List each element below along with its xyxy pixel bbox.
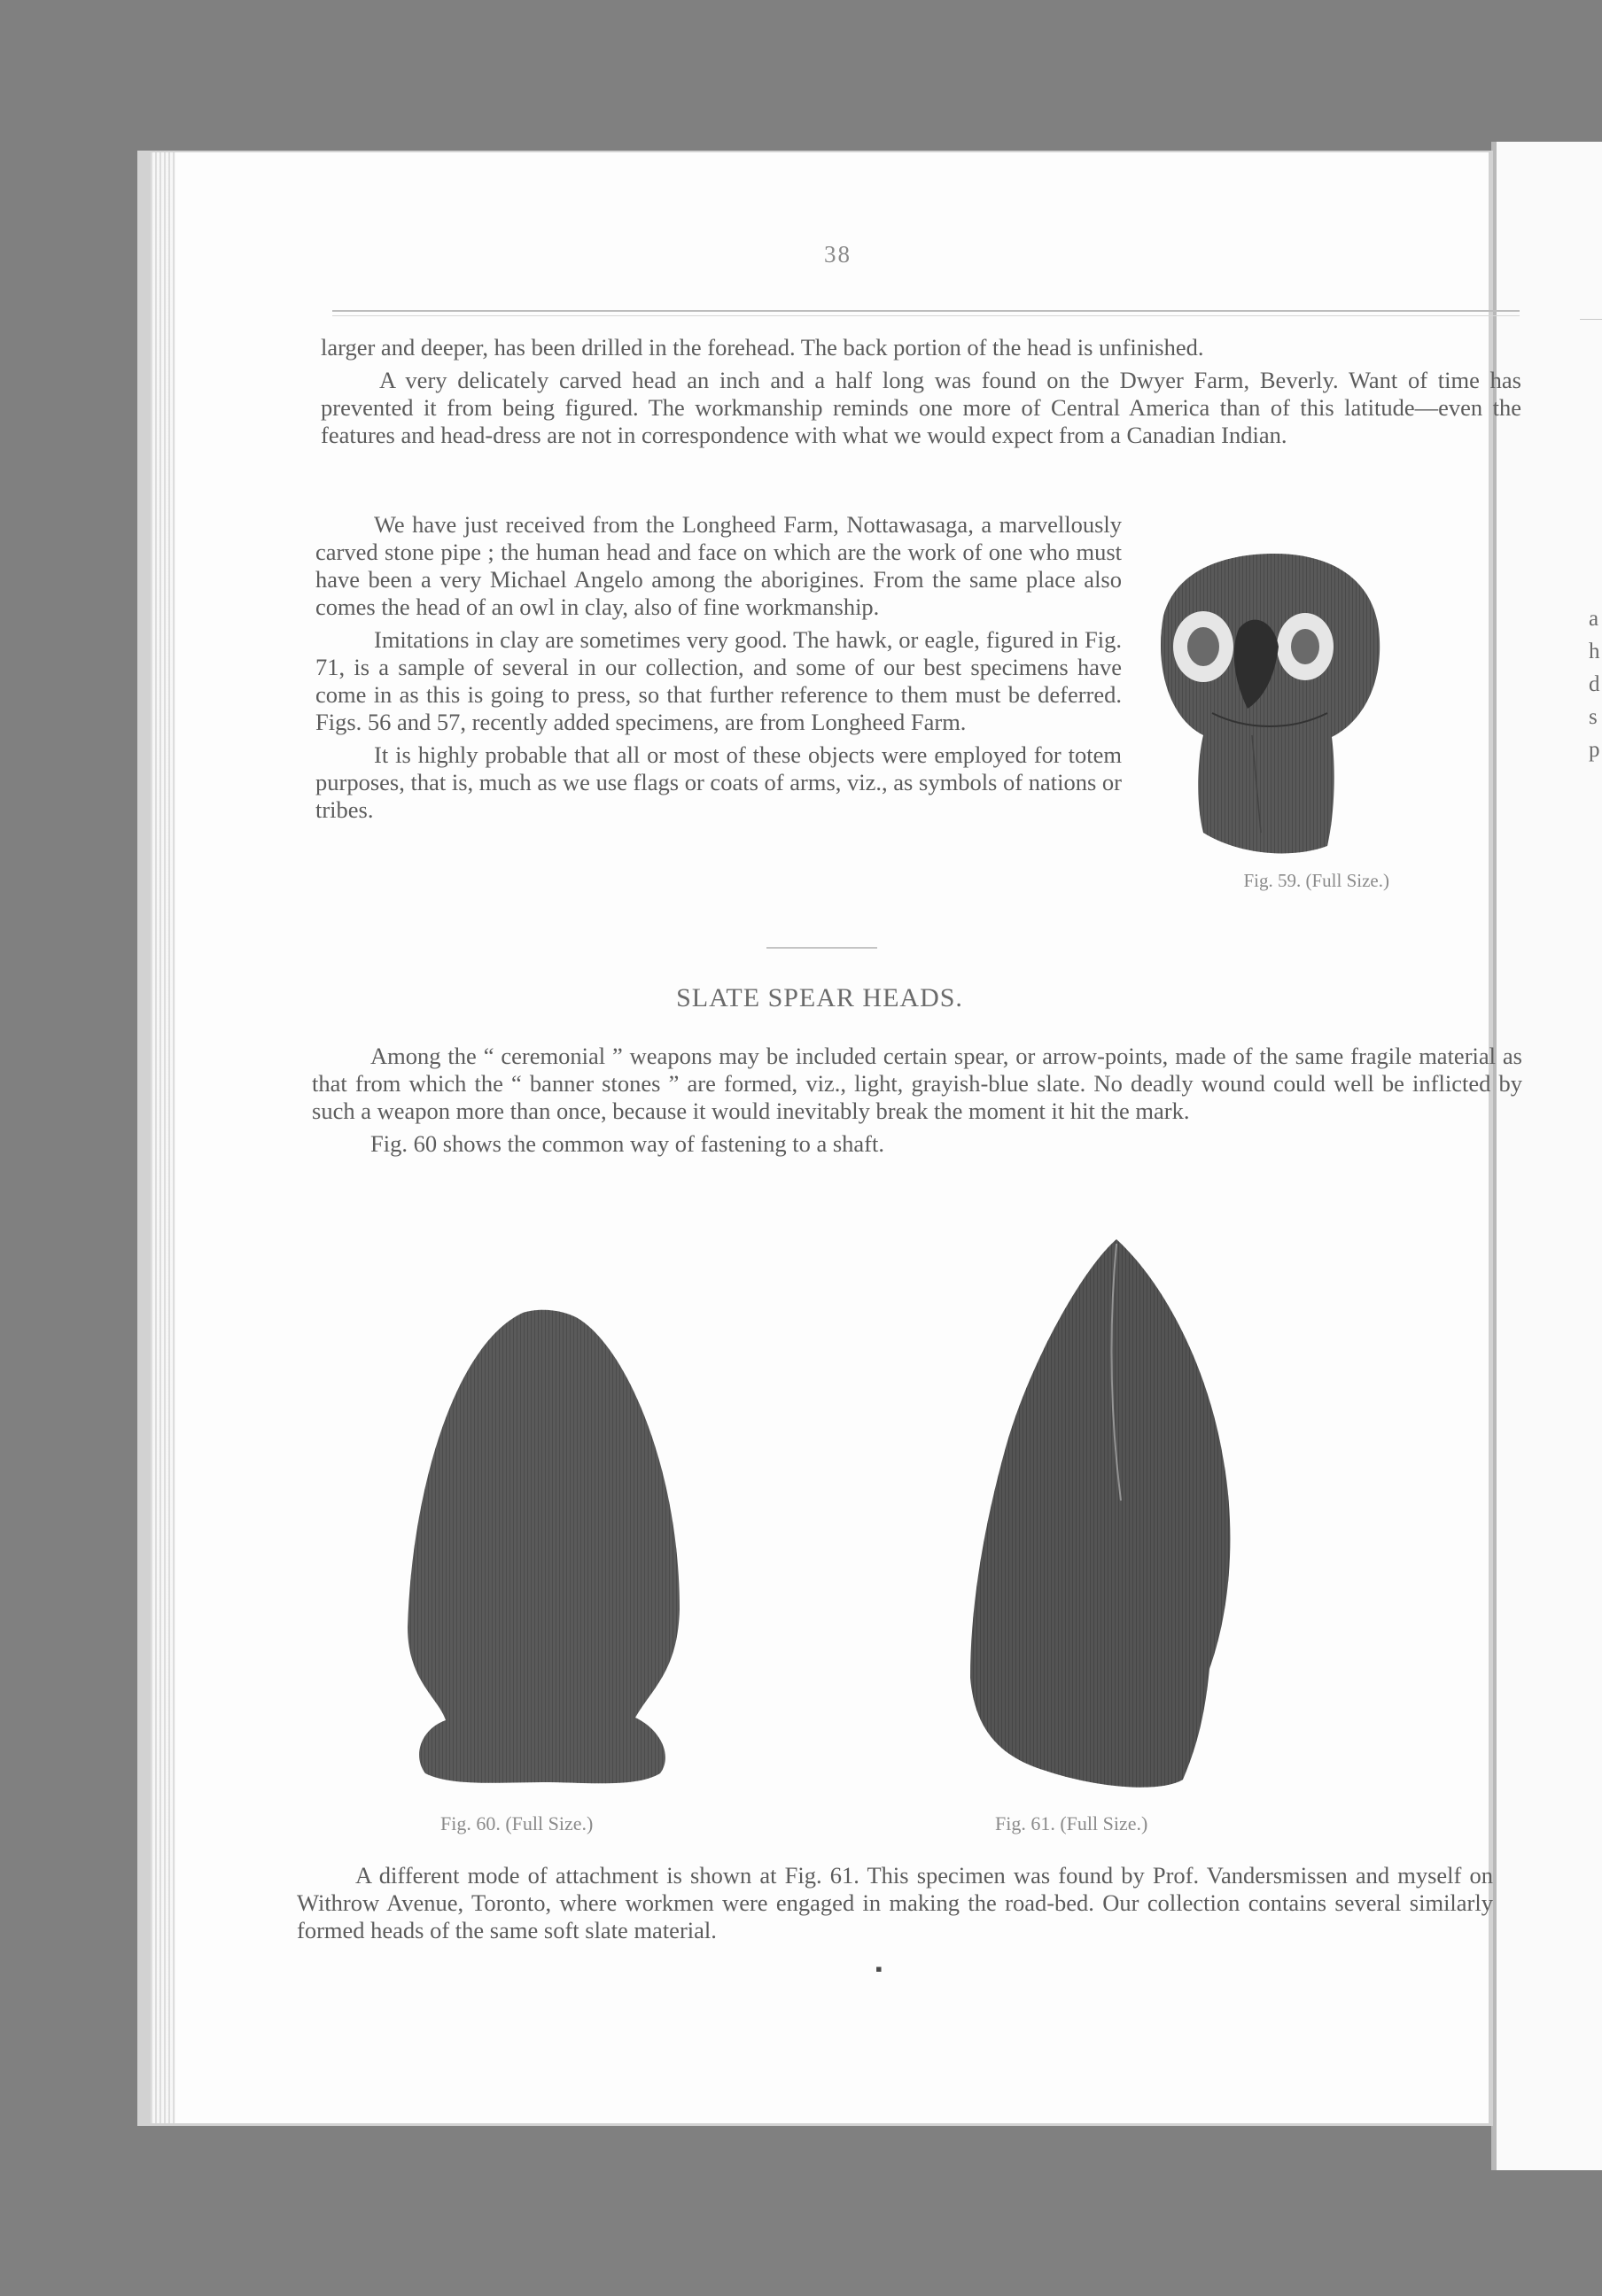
section-divider [766, 947, 877, 949]
facing-page-rule [1580, 319, 1602, 320]
page-edges [151, 152, 175, 2123]
paragraph: We have just received from the Longheed Farm, Nottawasaga, a marvellously carved stone pipe ; the human head and face on which are the work of one who must have been a very Michael Angelo among the aborigines. From the same place also comes the head of an owl in clay, also of fine workmanship. [315, 511, 1122, 620]
paragraph: Imitations in clay are sometimes very good. The hawk, or eagle, figured in Fig. 71, is a sample of several in our collection, and some of our best specimens have come in as this is going to press, so that further reference to them must be deferred. Figs. 56 and 57, recently added specimens, are from Longheed Farm. [315, 626, 1122, 735]
facing-page-text: a h d s p [1589, 607, 1600, 762]
ink-mark: ▪ [875, 1958, 883, 1980]
paragraph: larger and deeper, has been drilled in the forehead. The back portion of the head is unfinished. [321, 334, 1204, 361]
header-rule-thin [332, 315, 1520, 316]
paragraph: Fig. 60 shows the common way of fastening to a shaft. [370, 1130, 884, 1157]
bottom-text [297, 1862, 1493, 1944]
top-text [321, 334, 1521, 449]
text-beside-figure [315, 511, 1122, 824]
paragraph: It is highly probable that all or most of these objects were employed for totem purposes, that is, much as we use flags or coats of arms, viz., as symbols of nations or tribes. [315, 741, 1122, 823]
section-title: SLATE SPEAR HEADS. [676, 983, 963, 1012]
paragraph: A different mode of attachment is shown at Fig. 61. This specimen was found by Prof. Vandersmissen and myself on Withrow Avenue, Toronto, where workmen were engaged in making the road-bed. Our collection contains several similarly formed heads of the same soft slate material. [297, 1862, 1493, 1943]
fig59-caption: Fig. 59. (Full Size.) [1243, 870, 1389, 891]
paragraph: Among the “ ceremonial ” weapons may be included certain spear, or arrow-points, made of the same fragile material as that from which the “ banner stones ” are formed, viz., light, grayish-blue slate. No deadly wound could well be inflicted by such a weapon more than once, because it would inevitably break the moment it hit the mark. [312, 1043, 1522, 1124]
fig61-spearhead-illustration [966, 1235, 1240, 1793]
fig60-caption: Fig. 60. (Full Size.) [440, 1812, 594, 1834]
fig60-spearhead-illustration [403, 1308, 687, 1791]
section-text [312, 1043, 1522, 1158]
fig59-owl-head-illustration [1150, 549, 1389, 868]
page-number: 38 [824, 241, 852, 268]
paragraph: A very delicately carved head an inch and a half long was found on the Dwyer Farm, Beverly. Want of time has prevented it from being figured. The workmanship reminds one more of Central America than of this latitude—even the features and head-dress are not in correspondence with what we would expect from a Canadian Indian. [321, 367, 1521, 448]
book-page [151, 152, 1522, 2123]
header-rule [332, 310, 1520, 312]
fig61-caption: Fig. 61. (Full Size.) [995, 1812, 1148, 1834]
